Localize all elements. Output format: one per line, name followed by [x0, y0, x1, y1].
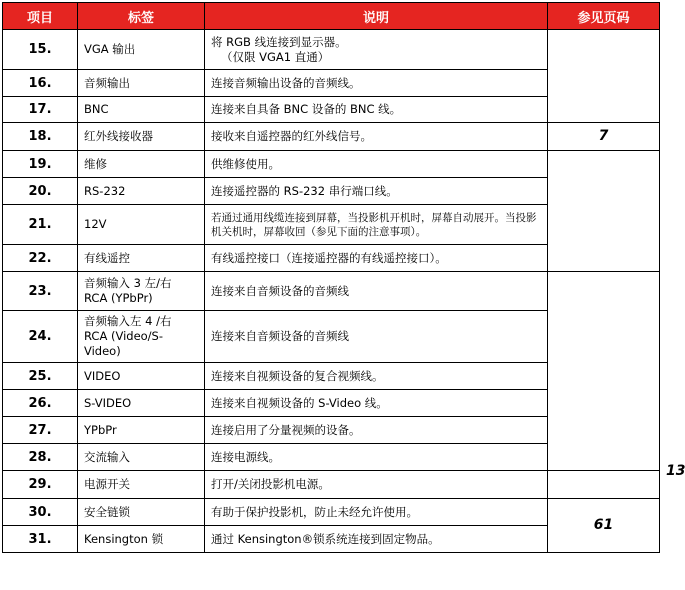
row-number: 27.	[3, 417, 78, 444]
row-description	[205, 30, 548, 70]
row-number: 15.	[3, 30, 78, 70]
row-number: 31.	[3, 526, 78, 553]
row-label: 维修	[78, 151, 205, 178]
header-description: 说明	[205, 3, 548, 30]
row-label: 音频输入左 4 /右 RCA (Video/S-Video)	[78, 311, 205, 363]
row-number: 20.	[3, 178, 78, 205]
row-description: 若通过通用线缆连接到屏幕，当投影机开机时，屏幕自动展开。当投影机关机时，屏幕收回（参见下面的注意事项）。	[205, 205, 548, 245]
row-number: 17.	[3, 97, 78, 123]
connector-table	[2, 2, 685, 553]
table-header-row	[3, 3, 660, 30]
header-page: 参见页码	[548, 3, 660, 30]
row-description: 连接遥控器的 RS-232 串行端口线。	[205, 178, 548, 205]
row-number: 21.	[3, 205, 78, 245]
row-label: 音频输入 3 左/右 RCA (YPbPr)	[78, 272, 205, 311]
row-label: 12V	[78, 205, 205, 245]
row-label: 音频输出	[78, 70, 205, 97]
row-description: 连接来自视频设备的 S-Video 线。	[205, 390, 548, 417]
row-description: 打开/关闭投影机电源。	[205, 471, 548, 499]
table-row	[3, 272, 660, 311]
row-description: 接收来自遥控器的红外线信号。	[205, 123, 548, 151]
table-row	[3, 123, 660, 151]
row-label: YPbPr	[78, 417, 205, 444]
row-description: 有助于保护投影机，防止未经允许使用。	[205, 499, 548, 526]
table-row: 28. 交流输入 连接电源线。 13	[3, 444, 660, 471]
row-page-ref: 61	[548, 499, 660, 553]
row-description: 连接来自视频设备的复合视频线。	[205, 363, 548, 390]
row-description: 连接音频输出设备的音频线。	[205, 70, 548, 97]
row-label: BNC	[78, 97, 205, 123]
header-item: 项目	[3, 3, 78, 30]
row-label: Kensington 锁	[78, 526, 205, 553]
row-page-empty	[548, 30, 660, 123]
row-number: 28.	[3, 444, 78, 471]
row-number: 19.	[3, 151, 78, 178]
table-row	[3, 499, 660, 526]
row-label: VIDEO	[78, 363, 205, 390]
row-description: 连接来自音频设备的音频线	[205, 272, 548, 311]
row-number: 25.	[3, 363, 78, 390]
row-label: 交流输入	[78, 444, 205, 471]
row-number: 23.	[3, 272, 78, 311]
row-description: 连接电源线。	[205, 444, 548, 471]
row-description-line: 将 RGB 线连接到显示器。	[211, 34, 347, 49]
row-label: 有线遥控	[78, 245, 205, 272]
row-description: 连接来自具备 BNC 设备的 BNC 线。	[205, 97, 548, 123]
row-number: 30.	[3, 499, 78, 526]
row-label: VGA 输出	[78, 30, 205, 70]
row-description: 通过 Kensington®锁系统连接到固定物品。	[205, 526, 548, 553]
row-label: 红外线接收器	[78, 123, 205, 151]
table-row	[3, 471, 660, 499]
row-number: 29.	[3, 471, 78, 499]
row-description: 供维修使用。	[205, 151, 548, 178]
table-row	[3, 30, 660, 70]
row-label: RS-232	[78, 178, 205, 205]
row-label: 电源开关	[78, 471, 205, 499]
row-label: 安全链锁	[78, 499, 205, 526]
row-description: 连接来自音频设备的音频线	[205, 311, 548, 363]
row-page-ref: 7	[548, 123, 660, 151]
row-description: 有线遥控接口（连接遥控器的有线遥控接口）。	[205, 245, 548, 272]
row-number: 22.	[3, 245, 78, 272]
row-number: 24.	[3, 311, 78, 363]
row-page-empty	[548, 272, 660, 471]
row-number: 16.	[3, 70, 78, 97]
row-label: S-VIDEO	[78, 390, 205, 417]
row-description: 连接启用了分量视频的设备。	[205, 417, 548, 444]
row-description-note: （仅限 VGA1 直通）	[221, 49, 330, 64]
row-page-empty	[548, 151, 660, 272]
header-label: 标签	[78, 3, 205, 30]
table-row	[3, 151, 660, 178]
row-number: 18.	[3, 123, 78, 151]
row-number: 26.	[3, 390, 78, 417]
